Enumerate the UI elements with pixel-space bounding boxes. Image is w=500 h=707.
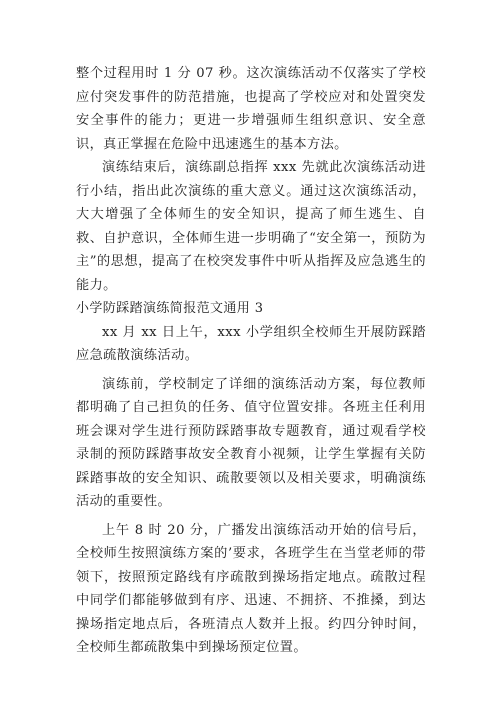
paragraph-intro: xx 月 xx 日上午，xxx 小学组织全校师生开展防踩踏应急疏散演练活动。 bbox=[76, 324, 426, 363]
paragraph-evacuation: 上午 8 时 20 分，广播发出演练活动开始的信号后，全校师生按照演练方案的’要求，各班学生在当堂老师的带领下，按照预定路线有序疏散到操场指定地点。疏散过程中同学们都能够做到有序、迅速、不拥挤、不推搡，到达操场指定地点后，各班清点人数并上报。约四分钟时间，全校师生都疏散集中到操场预定位置。 bbox=[76, 522, 426, 655]
section-heading: 小学防踩踏演练简报范文通用 3 bbox=[76, 301, 264, 316]
paragraph-drill-review: 演练结束后，演练副总指挥 xxx 先就此次演练活动进行小结，指出此次演练的重大意义。通过这次演练活动，大大增强了全体师生的安全知识，提高了师生逃生、自救、自护意识，全体师生进一步明确了“安全第一，预防为主”的思想，提高了在校突发事件中听从指挥及应急逃生的能力。 bbox=[76, 160, 426, 293]
paragraph-drill-summary: 整个过程用时 1 分 07 秒。这次演练活动不仅落实了学校应付突发事件的防范措施，也提高了学校应对和处置突发安全事件的能力；更进一步增强师生组织意识、安全意识，真正掌握在危险中迅速逃生的基本方法。 bbox=[76, 66, 426, 152]
paragraph-preparation: 演练前，学校制定了详细的演练活动方案，每位教师都明确了自己担负的任务、值守位置安排。各班主任利用班会课对学生进行预防踩踏事故专题教育，通过观看学校录制的预防踩踏事故安全教育小视频，让学生掌握有关防踩踏事故的安全知识、疏散要领以及相关要求，明确演练活动的重要性。 bbox=[76, 376, 426, 509]
document-page bbox=[76, 62, 426, 660]
